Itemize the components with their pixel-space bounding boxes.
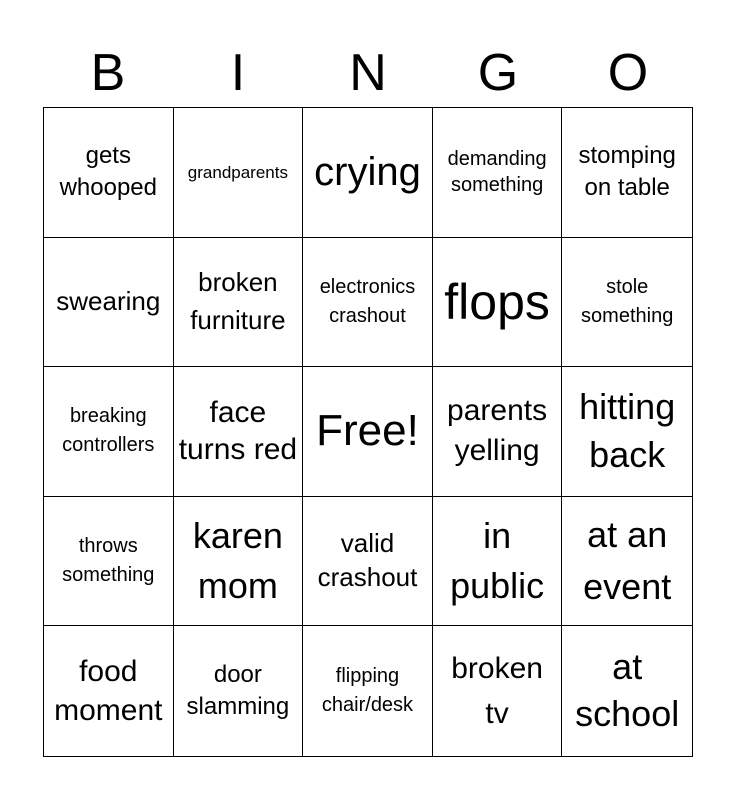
cell-label: demanding something <box>447 148 547 197</box>
bingo-cell[interactable] <box>303 497 433 627</box>
cell-label: breaking controllers <box>62 405 155 457</box>
bingo-cell[interactable] <box>562 238 692 368</box>
bingo-cell[interactable] <box>174 367 304 497</box>
bingo-cell[interactable] <box>44 108 174 238</box>
cell-label: throws something <box>62 535 155 587</box>
cell-label: crying <box>314 150 421 195</box>
cell-label: swearing <box>56 286 161 317</box>
bingo-cell[interactable] <box>433 108 563 238</box>
cell-label: at an event <box>583 513 672 608</box>
cell-label: at school <box>575 646 680 735</box>
bingo-cell[interactable] <box>44 626 174 756</box>
cell-label: broken tv <box>451 652 543 731</box>
cell-label: valid crashout <box>317 528 418 593</box>
bingo-cell[interactable] <box>44 367 174 497</box>
bingo-cell[interactable] <box>562 626 692 756</box>
bingo-cell[interactable] <box>174 497 304 627</box>
cell-label: broken furniture <box>190 267 286 335</box>
bingo-board <box>43 107 693 757</box>
bingo-header <box>43 38 693 108</box>
bingo-cell[interactable] <box>433 367 563 497</box>
bingo-cell[interactable] <box>174 238 304 368</box>
bingo-cell[interactable] <box>562 108 692 238</box>
bingo-cell[interactable] <box>562 367 692 497</box>
cell-label: electronics crashout <box>319 275 416 327</box>
header-letter-n: N <box>349 44 387 102</box>
cell-label: karen mom <box>192 514 283 607</box>
bingo-cell[interactable] <box>44 238 174 368</box>
cell-label: grandparents <box>187 162 288 182</box>
bingo-cell[interactable] <box>174 108 304 238</box>
cell-label: in public <box>450 514 545 607</box>
cell-label: stomping on table <box>578 141 676 202</box>
cell-label: food moment <box>54 655 163 728</box>
cell-label: face turns red <box>178 395 298 467</box>
bingo-cell[interactable] <box>174 626 304 756</box>
bingo-cell[interactable] <box>433 238 563 368</box>
header-letter-b: B <box>90 44 126 102</box>
bingo-cell[interactable] <box>562 497 692 627</box>
cell-label: hitting back <box>579 385 676 476</box>
bingo-cell[interactable] <box>303 626 433 756</box>
bingo-cell[interactable] <box>433 497 563 627</box>
bingo-cell[interactable] <box>303 108 433 238</box>
cell-label: door slamming <box>186 660 290 721</box>
cell-label: stole something <box>581 275 674 327</box>
header-letter-o: O <box>607 44 649 102</box>
cell-label: gets whooped <box>59 141 157 202</box>
bingo-cell[interactable] <box>433 626 563 756</box>
bingo-cell[interactable] <box>303 238 433 368</box>
cell-label: flops <box>444 273 550 330</box>
header-letter-g: G <box>477 44 519 102</box>
header-letter-i: I <box>230 44 246 102</box>
bingo-cell[interactable] <box>44 497 174 627</box>
cell-label: parents yelling <box>447 393 548 468</box>
bingo-cell[interactable] <box>303 367 433 497</box>
cell-label: flipping chair/desk <box>321 665 414 717</box>
cell-label: Free! <box>316 406 419 456</box>
